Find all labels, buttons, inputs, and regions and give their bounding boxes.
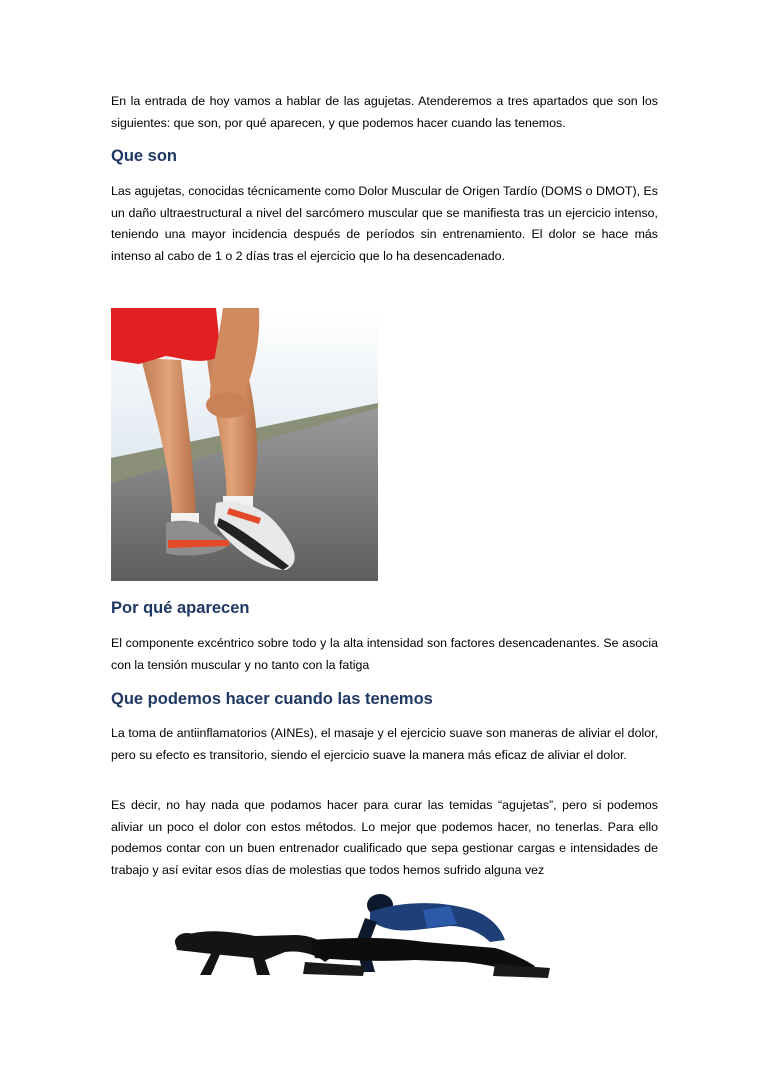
paragraph-por-que-aparecen: El componente excéntrico sobre todo y la alta intensidad son factores desencadenantes. Se asocia con la tensión muscular y no tanto con la fatiga — [111, 636, 658, 672]
heading-que-son: Que son — [111, 147, 178, 165]
intro-paragraph: En la entrada de hoy vamos a hablar de las agujetas. Atenderemos a tres apartados que son los siguientes: que son, por qué aparecen, y que podemos hacer cuando las tenemos. — [111, 94, 658, 130]
runners-start-photo — [165, 890, 557, 980]
paragraph-que-podemos-hacer: La toma de antiinflamatorios (AINEs), el masaje y el ejercicio suave son maneras de aliviar el dolor, pero su efecto es transitorio, siendo el ejercicio suave la manera más eficaz de aliviar el dolor. — [111, 726, 658, 762]
paragraph-es-decir: Es decir, no hay nada que podamos hacer para curar las temidas “agujetas”, pero si podemos aliviar un poco el dolor con estos métodos. Lo mejor que podemos hacer, no tenerlas. Para ello podemos contar con un buen entrenador cualificado que sepa gestionar cargas e intensidades de trabajo y así evitar esos días de molestias que todos hemos sufrido alguna vez — [111, 798, 658, 877]
heading-que-podemos-hacer: Que podemos hacer cuando las tenemos — [111, 690, 433, 708]
heading-por-que-aparecen: Por qué aparecen — [111, 599, 250, 617]
calf-pain-photo — [111, 308, 378, 581]
paragraph-que-son: Las agujetas, conocidas técnicamente como Dolor Muscular de Origen Tardío (DOMS o DMOT), Es un daño ultraestructural a nivel del sarcómero muscular que se manifiesta tras un ejercicio intenso, teniendo una mayor incidencia después de períodos sin entrenamiento. El dolor se hace más intenso al cabo de 1 o 2 días tras el ejercicio que lo ha desencadenado. — [111, 184, 658, 263]
